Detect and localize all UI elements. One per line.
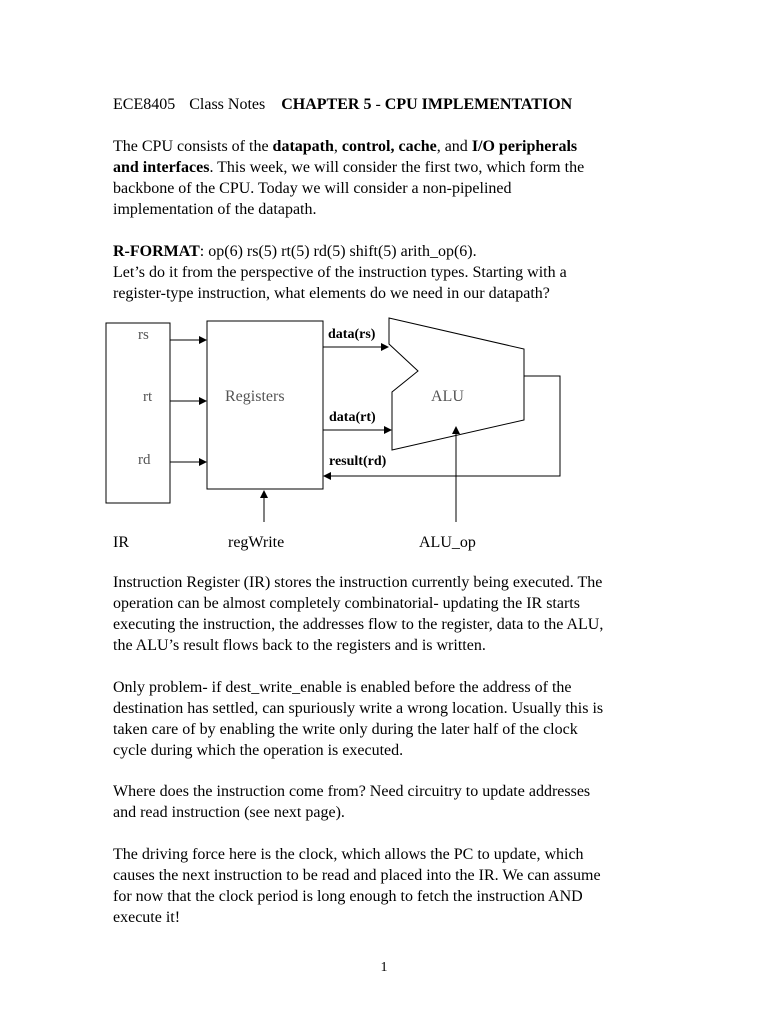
ir-label: IR	[113, 534, 129, 551]
para-ir-line-3: executing the instruction, the addresses flow to the register, data to the ALU,	[113, 616, 604, 633]
ir-rd-label: rd	[138, 452, 151, 468]
intro-text: The CPU consists of the	[113, 138, 273, 155]
ir-box	[106, 323, 170, 503]
registers-box	[207, 321, 323, 489]
para-ir-line-1: Instruction Register (IR) stores the instruction currently being executed. The	[113, 574, 603, 591]
rformat-line-3: register-type instruction, what elements do we need in our datapath?	[113, 285, 550, 302]
para-where-line-1: Where does the instruction come from? Need circuitry to update addresses	[113, 783, 591, 800]
alu-shape	[389, 318, 524, 450]
para-where-line-2: and read instruction (see next page).	[113, 804, 345, 821]
intro-interfaces: and interfaces	[113, 159, 210, 176]
class-notes-label: Class Notes	[189, 96, 266, 113]
intro-text: , and	[436, 138, 472, 155]
chapter-label: CHAPTER 5	[281, 96, 372, 113]
intro-line-1	[113, 136, 577, 157]
rformat-line-2: Let’s do it from the perspective of the instruction types. Starting with a	[113, 264, 567, 281]
intro-line-2	[113, 157, 584, 178]
intro-control-cache: control, cache	[341, 138, 437, 155]
para-clock-line-2: causes the next instruction to be read and placed into the IR. We can assume	[113, 867, 601, 884]
data-rt-label: data(rt)	[329, 410, 376, 425]
para-clock-line-3: for now that the clock period is long enough to fetch the instruction AND	[113, 888, 583, 905]
para-problem-line-2: destination has settled, can spuriously write a wrong location. Usually this is	[113, 700, 604, 717]
regwrite-label: regWrite	[228, 534, 285, 551]
para-ir-line-2: operation can be almost completely combinatorial- updating the IR starts	[113, 595, 580, 612]
para-clock-line-1: The driving force here is the clock, which allows the PC to update, which	[113, 846, 584, 863]
intro-datapath: datapath	[272, 138, 334, 155]
intro-text: . This week, we will consider the first two, which form the	[209, 159, 585, 176]
alu-op-label: ALU_op	[419, 534, 476, 551]
result-feedback-arrow	[324, 376, 560, 476]
ir-rt-label: rt	[143, 389, 153, 405]
alu-label: ALU	[431, 388, 464, 405]
para-problem-line-1: Only problem- if dest_write_enable is enabled before the address of the	[113, 679, 572, 696]
rformat-spec: : op(6) rs(5) rt(5) rd(5) shift(5) arith_op(6).	[199, 243, 477, 260]
page-number: 1	[380, 960, 388, 975]
result-rd-label: result(rd)	[329, 454, 387, 469]
intro-text: ,	[333, 138, 342, 155]
rformat-label: R-FORMAT	[113, 243, 200, 260]
course-code: ECE8405	[113, 96, 176, 113]
header-dash: -	[371, 96, 385, 113]
rformat-line-1	[113, 241, 477, 262]
data-rs-label: data(rs)	[328, 327, 376, 342]
intro-line-3: backbone of the CPU. Today we will consider a non-pipelined	[113, 180, 512, 197]
para-ir-line-4: the ALU’s result flows back to the registers and is written.	[113, 637, 486, 654]
chapter-title: CPU IMPLEMENTATION	[384, 96, 573, 113]
ir-rs-label: rs	[138, 327, 149, 343]
intro-io-peripherals: I/O peripherals	[471, 138, 578, 155]
para-problem-line-3: taken care of by enabling the write only during the later half of the clock	[113, 721, 578, 738]
para-problem-line-4: cycle during which the operation is executed.	[113, 742, 404, 759]
para-clock-line-4: execute it!	[113, 909, 181, 926]
intro-line-4: implementation of the datapath.	[113, 201, 317, 218]
page-header	[113, 94, 572, 115]
registers-label: Registers	[225, 388, 285, 405]
